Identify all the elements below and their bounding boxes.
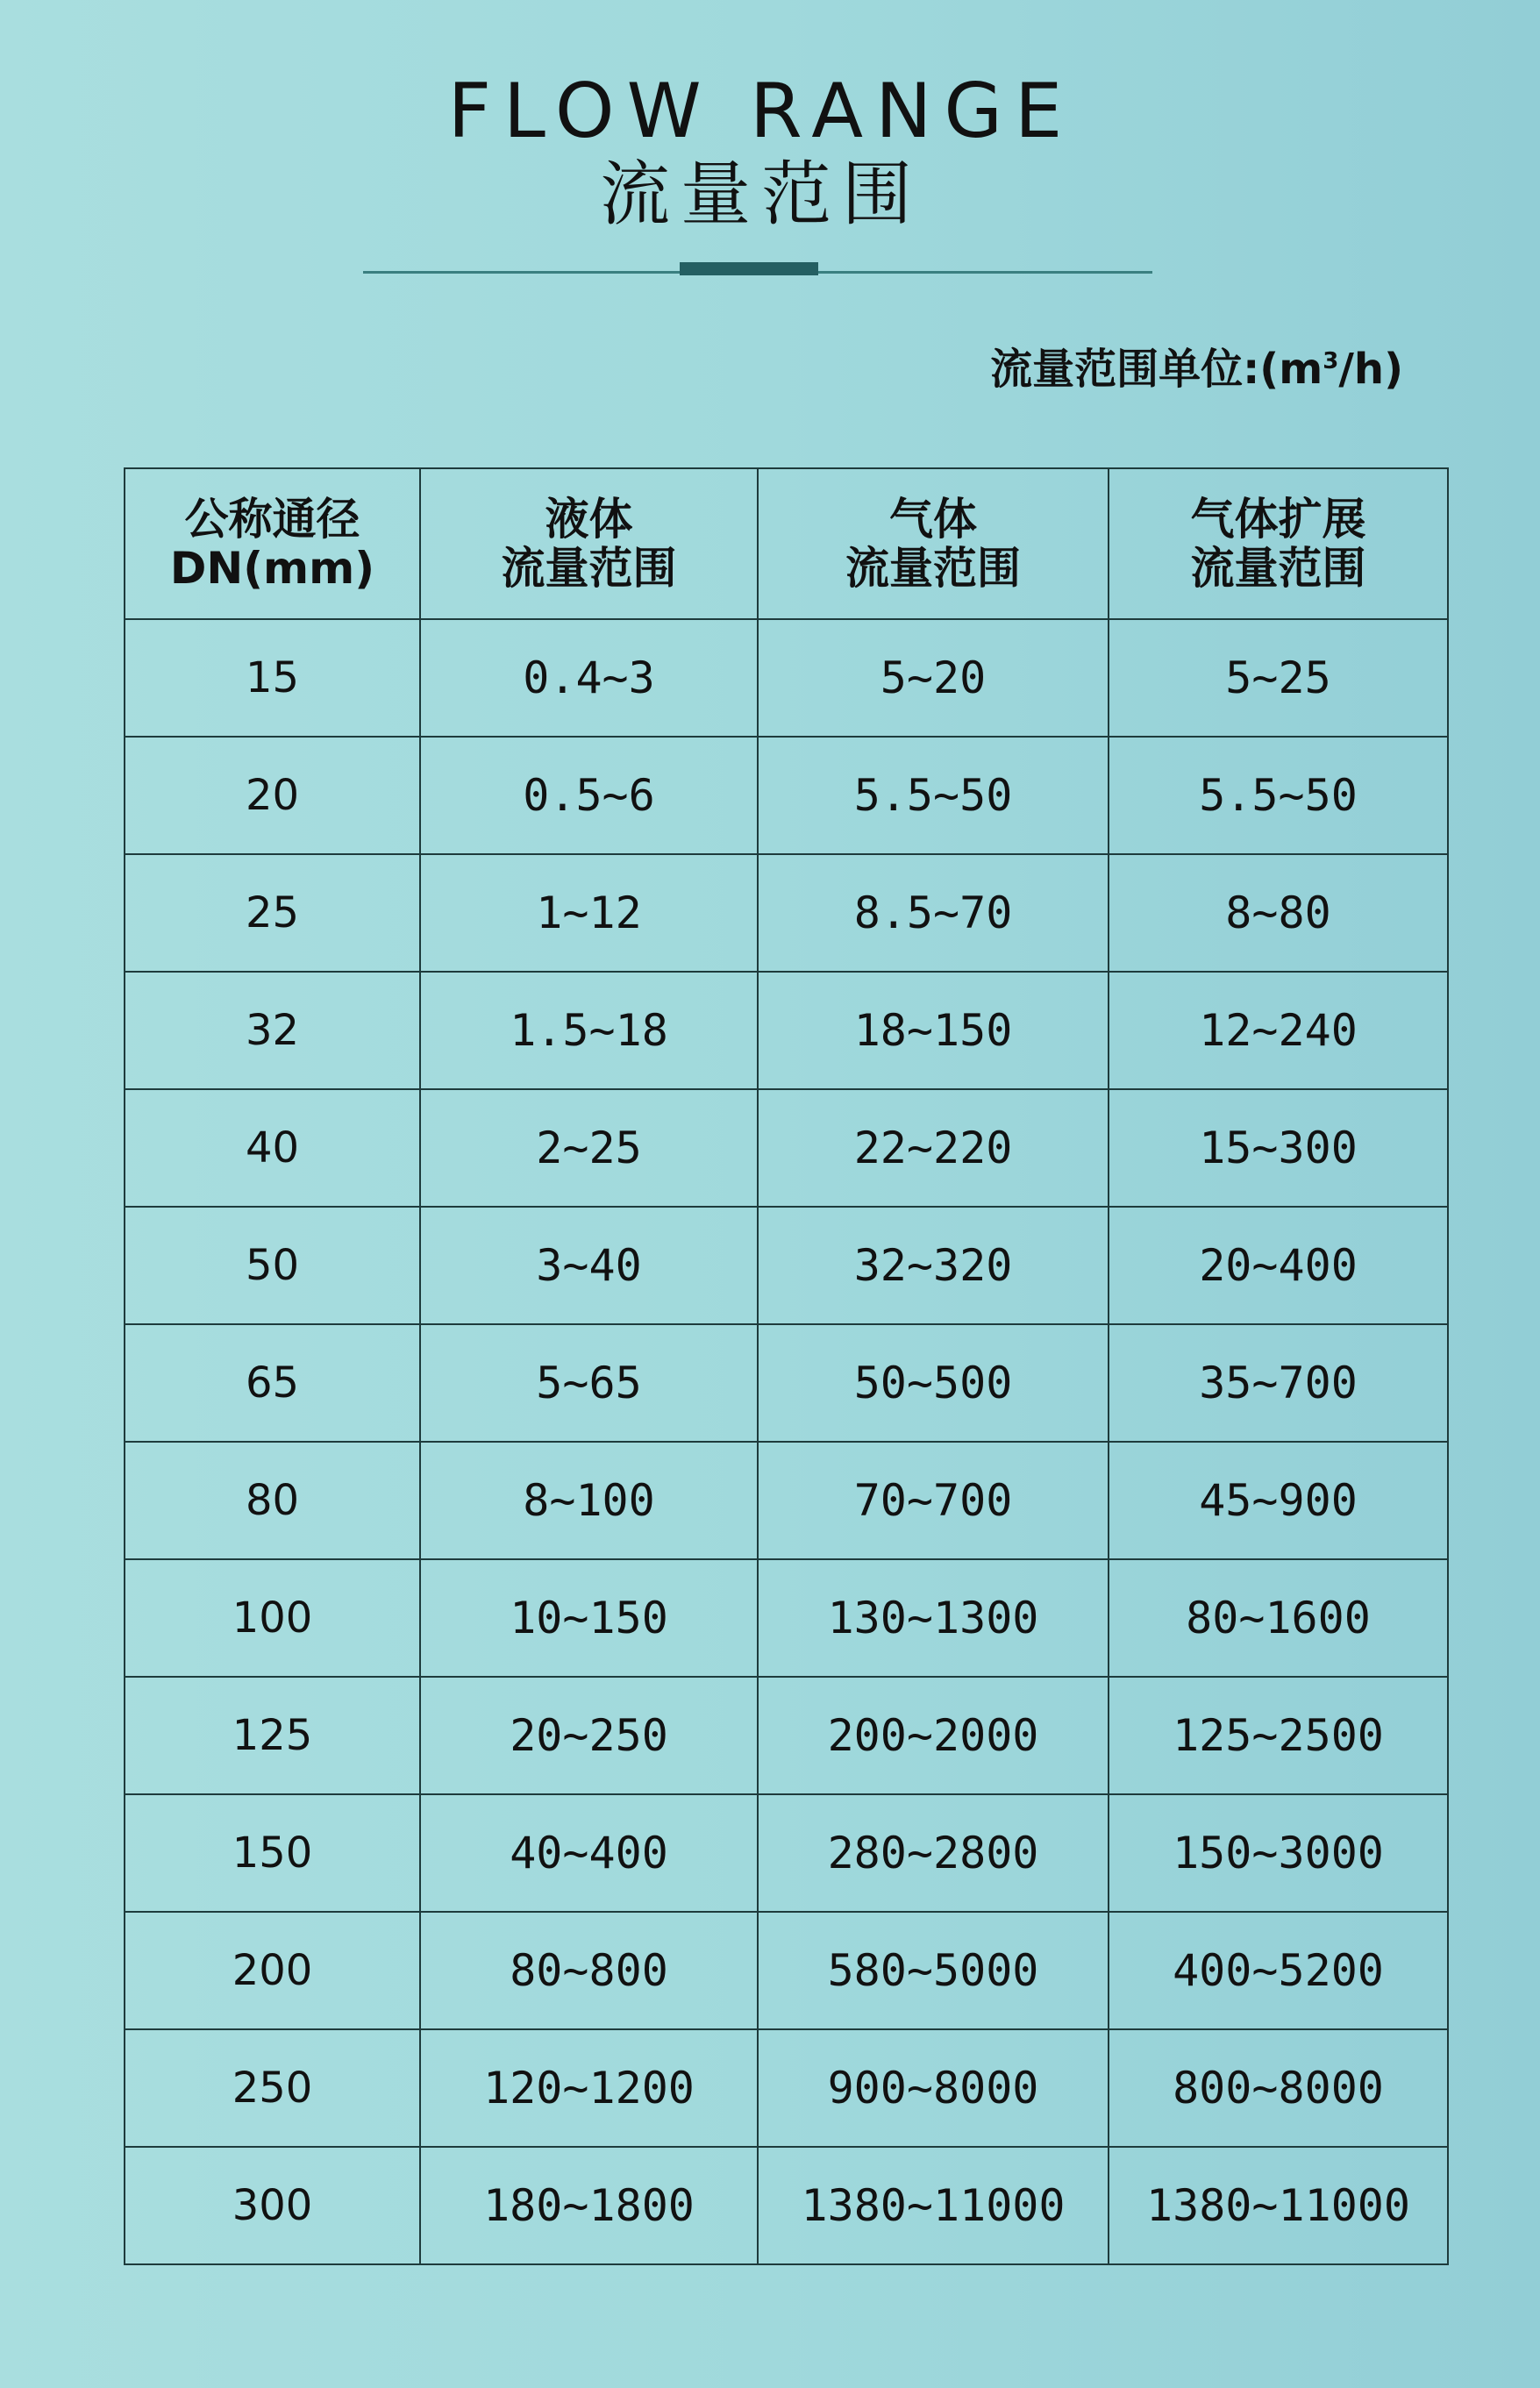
cell-gas: 900~8000 xyxy=(758,2029,1109,2147)
cell-gas: 18~150 xyxy=(758,972,1109,1089)
table-row xyxy=(125,2147,1448,2264)
cell-liquid: 1~12 xyxy=(420,854,758,972)
header-liquid-range xyxy=(420,468,758,619)
header-line: 气体扩展 xyxy=(1190,494,1366,545)
cell-dn: 40 xyxy=(125,1089,420,1207)
table-row xyxy=(125,1794,1448,1912)
cell-gas: 130~1300 xyxy=(758,1559,1109,1677)
table-row xyxy=(125,619,1448,737)
table-row xyxy=(125,1677,1448,1794)
title-divider-accent xyxy=(680,262,818,275)
cell-dn: 125 xyxy=(125,1677,420,1794)
unit-label xyxy=(877,333,1403,397)
cell-gas-extended: 5.5~50 xyxy=(1109,737,1448,854)
cell-gas: 200~2000 xyxy=(758,1677,1109,1794)
table-row xyxy=(125,737,1448,854)
header-line: 流量范围 xyxy=(501,543,677,594)
header-line: 公称通径 xyxy=(184,494,360,545)
header-line: 气体 xyxy=(889,494,977,545)
cell-gas-extended: 400~5200 xyxy=(1109,1912,1448,2029)
header-gas-range xyxy=(758,468,1109,619)
cell-gas: 580~5000 xyxy=(758,1912,1109,2029)
cell-dn: 20 xyxy=(125,737,420,854)
cell-gas-extended: 45~900 xyxy=(1109,1442,1448,1559)
cell-dn: 25 xyxy=(125,854,420,972)
header-gas-extended-range xyxy=(1109,468,1448,619)
cell-gas: 280~2800 xyxy=(758,1794,1109,1912)
cell-dn: 65 xyxy=(125,1324,420,1442)
cell-gas-extended: 1380~11000 xyxy=(1109,2147,1448,2264)
table-body xyxy=(125,619,1448,2264)
cell-gas-extended: 125~2500 xyxy=(1109,1677,1448,1794)
flow-range-table xyxy=(124,467,1449,2265)
cell-gas: 8.5~70 xyxy=(758,854,1109,972)
cell-liquid: 40~400 xyxy=(420,1794,758,1912)
cell-dn: 300 xyxy=(125,2147,420,2264)
cell-liquid: 120~1200 xyxy=(420,2029,758,2147)
table-row xyxy=(125,854,1448,972)
cell-dn: 200 xyxy=(125,1912,420,2029)
cell-liquid: 3~40 xyxy=(420,1207,758,1324)
cell-liquid: 8~100 xyxy=(420,1442,758,1559)
header-line: DN(mm) xyxy=(169,543,375,594)
cell-liquid: 20~250 xyxy=(420,1677,758,1794)
table-row xyxy=(125,1912,1448,2029)
cell-gas-extended: 5~25 xyxy=(1109,619,1448,737)
cell-dn: 150 xyxy=(125,1794,420,1912)
cell-dn: 80 xyxy=(125,1442,420,1559)
cell-liquid: 1.5~18 xyxy=(420,972,758,1089)
cell-liquid: 80~800 xyxy=(420,1912,758,2029)
unit-label-prefix: 流量范围单位:(m xyxy=(990,345,1323,394)
cell-liquid: 0.4~3 xyxy=(420,619,758,737)
cell-gas: 22~220 xyxy=(758,1089,1109,1207)
cell-gas-extended: 150~3000 xyxy=(1109,1794,1448,1912)
unit-label-suffix: /h) xyxy=(1338,345,1403,394)
cell-liquid: 5~65 xyxy=(420,1324,758,1442)
cell-dn: 50 xyxy=(125,1207,420,1324)
header-line: 液体 xyxy=(545,494,633,545)
cell-gas: 32~320 xyxy=(758,1207,1109,1324)
cell-liquid: 180~1800 xyxy=(420,2147,758,2264)
cell-dn: 100 xyxy=(125,1559,420,1677)
table-row xyxy=(125,1559,1448,1677)
header-line: 流量范围 xyxy=(845,543,1021,594)
cell-gas-extended: 8~80 xyxy=(1109,854,1448,972)
cell-gas: 5~20 xyxy=(758,619,1109,737)
header-line: 流量范围 xyxy=(1190,543,1366,594)
cell-dn: 250 xyxy=(125,2029,420,2147)
cell-gas-extended: 35~700 xyxy=(1109,1324,1448,1442)
cell-gas-extended: 12~240 xyxy=(1109,972,1448,1089)
cell-gas: 1380~11000 xyxy=(758,2147,1109,2264)
cell-dn: 32 xyxy=(125,972,420,1089)
cell-gas: 50~500 xyxy=(758,1324,1109,1442)
cell-dn: 15 xyxy=(125,619,420,737)
unit-label-superscript: 3 xyxy=(1323,348,1339,374)
table-row xyxy=(125,2029,1448,2147)
cell-gas-extended: 800~8000 xyxy=(1109,2029,1448,2147)
table-header-row xyxy=(125,468,1448,619)
table-row xyxy=(125,972,1448,1089)
cell-gas: 5.5~50 xyxy=(758,737,1109,854)
cell-liquid: 10~150 xyxy=(420,1559,758,1677)
table-row xyxy=(125,1089,1448,1207)
cell-gas-extended: 80~1600 xyxy=(1109,1559,1448,1677)
cell-gas: 70~700 xyxy=(758,1442,1109,1559)
cell-liquid: 0.5~6 xyxy=(420,737,758,854)
cell-gas-extended: 20~400 xyxy=(1109,1207,1448,1324)
cell-liquid: 2~25 xyxy=(420,1089,758,1207)
table-row xyxy=(125,1207,1448,1324)
page-title-en: FLOW RANGE xyxy=(447,68,1075,155)
header-nominal-diameter xyxy=(125,468,420,619)
table-row xyxy=(125,1442,1448,1559)
table-row xyxy=(125,1324,1448,1442)
cell-gas-extended: 15~300 xyxy=(1109,1089,1448,1207)
page-title-cn: 流量范围 xyxy=(600,153,923,235)
